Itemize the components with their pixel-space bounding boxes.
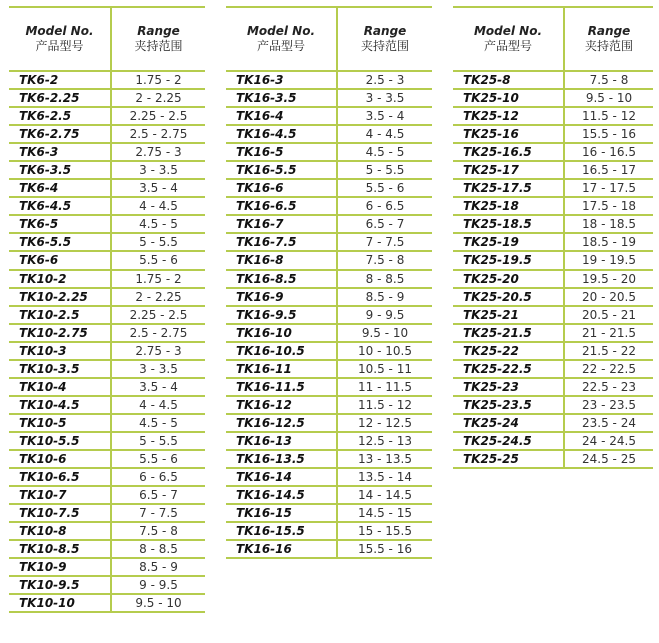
range-header-en: Range [587, 24, 631, 38]
table-row [9, 451, 205, 469]
model-number: TK6-2 [19, 73, 59, 87]
model-number: TK16-4 [236, 109, 284, 124]
table-row [9, 577, 205, 595]
model-number: TK10-10 [19, 596, 75, 611]
clamping-range: 9.5 - 10 [361, 325, 409, 340]
model-number: TK16-6 [236, 181, 284, 196]
table-row [453, 397, 653, 415]
clamping-range: 8.5 - 9 [365, 289, 405, 304]
table-body [226, 72, 432, 559]
model-number: TK25-25 [463, 451, 519, 466]
table-row [453, 162, 653, 180]
model-number: TK6-2.25 [19, 91, 80, 106]
clamping-range: 13 - 13.5 [358, 451, 412, 466]
model-header-zh: 产品型号 [35, 39, 84, 53]
table-row [453, 90, 653, 108]
clamping-range: 11.5 - 12 [582, 109, 636, 124]
clamping-range: 9 - 9.5 [365, 307, 405, 322]
clamping-range: 9 - 9.5 [139, 578, 178, 593]
model-number: TK25-16.5 [463, 145, 532, 160]
clamping-range: 3 - 3.5 [139, 361, 178, 376]
table-row [9, 595, 205, 613]
model-number: TK10-7.5 [19, 506, 80, 521]
model-number: TK16-13.5 [236, 451, 305, 466]
clamping-range: 9.5 - 10 [585, 91, 633, 106]
table-row [226, 162, 432, 180]
range-column-header [112, 24, 205, 54]
model-header-en: Model No. [25, 24, 94, 38]
model-number: TK10-9.5 [19, 578, 80, 593]
clamping-range: 15.5 - 16 [358, 542, 412, 557]
clamping-range: 1.75 - 2 [135, 73, 182, 87]
model-number: TK16-14.5 [236, 488, 305, 503]
clamping-range: 7 - 7.5 [139, 506, 178, 521]
table-row [453, 361, 653, 379]
model-header-en: Model No. [246, 24, 316, 38]
clamping-range: 20.5 - 21 [582, 307, 636, 322]
table-row [226, 252, 432, 270]
model-number: TK10-7 [19, 488, 67, 503]
table-row [453, 126, 653, 144]
clamping-range: 2.75 - 3 [135, 343, 182, 358]
clamping-range: 5 - 5.5 [365, 163, 405, 178]
model-number: TK25-23 [463, 379, 519, 394]
clamping-range: 5 - 5.5 [139, 235, 178, 250]
table-row [226, 271, 432, 289]
table-row [9, 144, 205, 162]
table-row [226, 325, 432, 343]
clamping-range: 20 - 20.5 [582, 289, 636, 304]
clamping-range: 23.5 - 24 [582, 415, 636, 430]
table-row [226, 108, 432, 126]
model-number: TK16-7 [236, 217, 284, 232]
clamping-range: 22.5 - 23 [582, 379, 636, 394]
table-row [226, 415, 432, 433]
clamping-range: 4 - 4.5 [139, 397, 178, 412]
model-header-en: Model No. [473, 24, 543, 38]
table-row [226, 361, 432, 379]
model-number: TK10-2.25 [19, 289, 88, 304]
model-number: TK10-2.75 [19, 325, 88, 340]
range-header-zh: 夹持范围 [584, 39, 633, 53]
table-row [9, 433, 205, 451]
model-number: TK6-4 [19, 181, 59, 196]
model-number: TK6-5.5 [19, 235, 72, 250]
clamping-range: 15 - 15.5 [358, 524, 412, 539]
model-number: TK25-18 [463, 199, 519, 214]
model-number: TK25-19 [463, 235, 519, 250]
table-body [9, 72, 205, 613]
clamping-range: 7.5 - 8 [139, 524, 178, 539]
clamping-range: 5.5 - 6 [365, 181, 405, 196]
table-row [9, 162, 205, 180]
table-row [9, 72, 205, 90]
table-row [453, 433, 653, 451]
clamping-range: 11.5 - 12 [358, 397, 412, 412]
table-row [453, 289, 653, 307]
table-row [9, 379, 205, 397]
clamping-range: 19 - 19.5 [582, 253, 636, 268]
table-row [226, 72, 432, 90]
model-number: TK25-22.5 [463, 361, 532, 376]
clamping-range: 19.5 - 20 [582, 271, 636, 286]
model-column-header [9, 24, 110, 54]
clamping-range: 3.5 - 4 [365, 109, 405, 124]
model-number: TK25-21.5 [463, 325, 532, 340]
table-row [226, 397, 432, 415]
clamping-range: 4 - 4.5 [365, 127, 405, 142]
table-row [453, 216, 653, 234]
clamping-range: 8 - 8.5 [365, 271, 405, 286]
table-row [9, 90, 205, 108]
clamping-range: 23 - 23.5 [582, 397, 636, 412]
model-number: TK16-12.5 [236, 415, 305, 430]
clamping-range: 2.25 - 2.5 [129, 307, 188, 322]
model-number: TK10-8 [19, 524, 67, 539]
model-number: TK10-9 [19, 560, 67, 575]
table-row [9, 252, 205, 270]
clamping-range: 2 - 2.25 [135, 289, 182, 304]
table-row [9, 559, 205, 577]
model-number: TK25-20 [463, 271, 519, 286]
model-number: TK25-17.5 [463, 181, 532, 196]
table-row [226, 523, 432, 541]
clamping-range: 7 - 7.5 [365, 235, 405, 250]
clamping-range: 13.5 - 14 [358, 470, 412, 485]
model-number: TK16-10.5 [236, 343, 305, 358]
model-number: TK10-2.5 [19, 307, 80, 322]
clamping-range: 16 - 16.5 [582, 145, 636, 160]
clamping-range: 4.5 - 5 [365, 145, 405, 160]
model-column-header [453, 24, 563, 54]
table-row [226, 433, 432, 451]
model-number: TK10-4 [19, 379, 67, 394]
table-row [453, 234, 653, 252]
table-row [226, 198, 432, 216]
table-row [226, 307, 432, 325]
model-number: TK16-3.5 [236, 91, 297, 106]
table-header [226, 6, 432, 72]
model-number: TK25-22 [463, 343, 519, 358]
clamping-range: 11 - 11.5 [358, 379, 412, 394]
clamping-range: 8.5 - 9 [139, 560, 178, 575]
range-column-header [338, 24, 432, 54]
model-number: TK16-9 [236, 289, 284, 304]
model-number: TK10-3 [19, 343, 67, 358]
table-row [453, 343, 653, 361]
model-number: TK10-4.5 [19, 397, 80, 412]
table-row [9, 397, 205, 415]
model-number: TK6-5 [19, 217, 59, 232]
model-column-header [226, 24, 336, 54]
clamping-range: 2 - 2.25 [135, 91, 182, 106]
model-number: TK10-6.5 [19, 470, 80, 485]
table-row [226, 144, 432, 162]
model-number: TK25-10 [463, 91, 519, 106]
clamping-range: 22 - 22.5 [582, 361, 636, 376]
table-row [9, 505, 205, 523]
clamping-range: 10.5 - 11 [358, 361, 412, 376]
clamping-range: 2.25 - 2.5 [129, 109, 188, 124]
model-header-zh: 产品型号 [256, 39, 305, 53]
table-row [226, 451, 432, 469]
model-number: TK25-23.5 [463, 397, 532, 412]
clamping-range: 5 - 5.5 [139, 433, 178, 448]
table-row [9, 108, 205, 126]
clamping-range: 21 - 21.5 [582, 325, 636, 340]
table-row [453, 451, 653, 469]
table-row [453, 271, 653, 289]
clamping-range: 24 - 24.5 [582, 433, 636, 448]
model-number: TK25-8 [463, 73, 511, 87]
model-number: TK10-6 [19, 451, 67, 466]
model-number: TK16-4.5 [236, 127, 297, 142]
model-number: TK16-14 [236, 470, 292, 485]
model-number: TK16-15 [236, 506, 292, 521]
model-number: TK25-24 [463, 415, 519, 430]
model-number: TK16-8.5 [236, 271, 297, 286]
model-number: TK16-5 [236, 145, 284, 160]
clamping-range: 6.5 - 7 [139, 488, 178, 503]
clamping-range: 24.5 - 25 [582, 451, 636, 466]
clamping-range: 4.5 - 5 [139, 415, 178, 430]
table-row [9, 343, 205, 361]
range-column-header [565, 24, 653, 54]
table-row [9, 289, 205, 307]
clamping-range: 2.5 - 2.75 [129, 325, 188, 340]
model-number: TK16-8 [236, 253, 284, 268]
clamping-range: 16.5 - 17 [582, 163, 636, 178]
table-row [226, 180, 432, 198]
table-row [9, 469, 205, 487]
model-number: TK25-24.5 [463, 433, 532, 448]
table-row [9, 234, 205, 252]
table-row [226, 90, 432, 108]
table-row [226, 505, 432, 523]
clamping-range: 3.5 - 4 [139, 181, 178, 196]
clamping-range: 7.5 - 8 [589, 73, 629, 87]
table-row [9, 180, 205, 198]
model-number: TK25-19.5 [463, 253, 532, 268]
clamping-range: 12 - 12.5 [358, 415, 412, 430]
model-number: TK16-7.5 [236, 235, 297, 250]
clamping-range: 10 - 10.5 [358, 343, 412, 358]
clamping-range: 6.5 - 7 [365, 217, 405, 232]
table-row [453, 307, 653, 325]
clamping-range: 17 - 17.5 [582, 181, 636, 196]
model-number: TK6-6 [19, 253, 59, 268]
clamping-range: 2.5 - 2.75 [129, 127, 188, 142]
range-header-en: Range [137, 24, 180, 38]
model-number: TK10-2 [19, 271, 67, 286]
table-row [226, 379, 432, 397]
spec-table-2 [226, 6, 432, 559]
model-number: TK10-5 [19, 415, 67, 430]
clamping-range: 21.5 - 22 [582, 343, 636, 358]
table-row [453, 325, 653, 343]
clamping-range: 2.5 - 3 [365, 73, 405, 87]
table-header [453, 6, 653, 72]
table-row [9, 487, 205, 505]
model-number: TK25-12 [463, 109, 519, 124]
table-row [9, 216, 205, 234]
model-number: TK16-3 [236, 73, 284, 87]
table-row [9, 541, 205, 559]
model-number: TK25-17 [463, 163, 519, 178]
table-row [453, 252, 653, 270]
model-number: TK25-20.5 [463, 289, 532, 304]
model-number: TK25-16 [463, 127, 519, 142]
clamping-range: 17.5 - 18 [582, 199, 636, 214]
model-number: TK16-10 [236, 325, 292, 340]
table-row [226, 487, 432, 505]
model-number: TK6-3 [19, 145, 59, 160]
clamping-range: 3 - 3.5 [365, 91, 405, 106]
table-row [453, 415, 653, 433]
clamping-range: 15.5 - 16 [582, 127, 636, 142]
table-row [9, 361, 205, 379]
model-number: TK10-5.5 [19, 433, 80, 448]
model-header-zh: 产品型号 [483, 39, 532, 53]
clamping-range: 9.5 - 10 [135, 596, 182, 611]
model-number: TK6-4.5 [19, 199, 72, 214]
table-row [226, 469, 432, 487]
range-header-en: Range [363, 24, 407, 38]
table-row [226, 234, 432, 252]
table-row [453, 72, 653, 90]
clamping-range: 18.5 - 19 [582, 235, 636, 250]
table-row [9, 325, 205, 343]
table-row [453, 108, 653, 126]
model-number: TK16-9.5 [236, 307, 297, 322]
model-number: TK16-16 [236, 542, 292, 557]
model-number: TK16-12 [236, 397, 292, 412]
clamping-range: 14.5 - 15 [358, 506, 412, 521]
table-row [9, 198, 205, 216]
table-row [9, 126, 205, 144]
model-number: TK16-13 [236, 433, 292, 448]
clamping-range: 8 - 8.5 [139, 542, 178, 557]
clamping-range: 5.5 - 6 [139, 451, 178, 466]
table-row [453, 379, 653, 397]
clamping-range: 6 - 6.5 [365, 199, 405, 214]
model-number: TK6-2.5 [19, 109, 72, 124]
clamping-range: 4 - 4.5 [139, 199, 178, 214]
clamping-range: 4.5 - 5 [139, 217, 178, 232]
clamping-range: 14 - 14.5 [358, 488, 412, 503]
table-row [453, 144, 653, 162]
range-header-zh: 夹持范围 [134, 39, 183, 53]
clamping-range: 12.5 - 13 [358, 433, 412, 448]
model-number: TK25-18.5 [463, 217, 532, 232]
clamping-range: 1.75 - 2 [135, 271, 182, 286]
clamping-range: 3 - 3.5 [139, 163, 178, 178]
table-row [9, 271, 205, 289]
table-row [453, 180, 653, 198]
model-number: TK16-6.5 [236, 199, 297, 214]
model-number: TK10-3.5 [19, 361, 80, 376]
table-row [226, 126, 432, 144]
table-row [9, 307, 205, 325]
clamping-range: 18 - 18.5 [582, 217, 636, 232]
model-number: TK25-21 [463, 307, 519, 322]
model-number: TK6-3.5 [19, 163, 72, 178]
model-number: TK10-8.5 [19, 542, 80, 557]
table-row [9, 523, 205, 541]
spec-table-3 [453, 6, 653, 469]
clamping-range: 7.5 - 8 [365, 253, 405, 268]
table-row [226, 343, 432, 361]
spec-table-1 [9, 6, 205, 613]
clamping-range: 2.75 - 3 [135, 145, 182, 160]
table-row [226, 541, 432, 559]
clamping-range: 6 - 6.5 [139, 470, 178, 485]
model-number: TK6-2.75 [19, 127, 80, 142]
table-row [453, 198, 653, 216]
table-row [226, 289, 432, 307]
clamping-range: 5.5 - 6 [139, 253, 178, 268]
table-header [9, 6, 205, 72]
range-header-zh: 夹持范围 [360, 39, 409, 53]
model-number: TK16-11.5 [236, 379, 305, 394]
table-row [226, 216, 432, 234]
model-number: TK16-15.5 [236, 524, 305, 539]
clamping-range: 3.5 - 4 [139, 379, 178, 394]
model-number: TK16-5.5 [236, 163, 297, 178]
model-number: TK16-11 [236, 361, 292, 376]
table-row [9, 415, 205, 433]
table-body [453, 72, 653, 469]
